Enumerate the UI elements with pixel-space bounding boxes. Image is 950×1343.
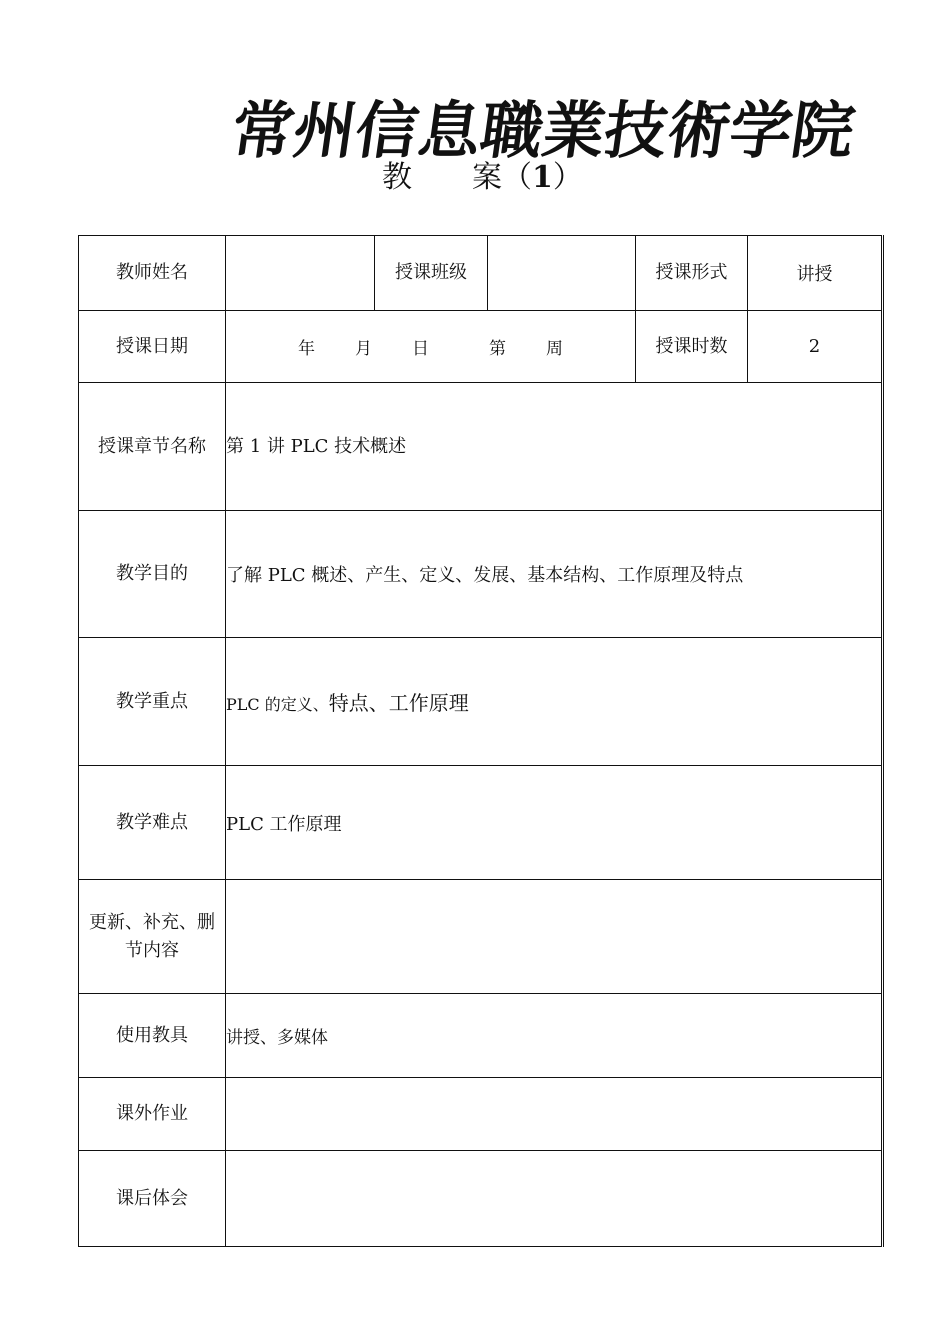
update-label-line2: 节内容 xyxy=(125,939,179,961)
difficulty-label: 教学难点 xyxy=(79,766,226,880)
date-field[interactable] xyxy=(226,311,636,383)
objective-value[interactable]: 了解 PLC 概述、产生、定义、发展、基本结构、工作原理及特点 xyxy=(226,511,883,638)
logo-char: 技 xyxy=(600,94,671,167)
class-label: 授课班级 xyxy=(375,236,488,311)
tools-value[interactable]: 讲授、多媒体 xyxy=(226,994,883,1078)
logo-char: 息 xyxy=(413,94,484,167)
form-value[interactable]: 讲授 xyxy=(748,236,883,311)
teacher-name-field[interactable] xyxy=(226,236,375,311)
hours-value[interactable]: 2 xyxy=(748,311,883,383)
logo-char: 院 xyxy=(786,94,858,167)
table-row xyxy=(79,311,883,383)
form-label: 授课形式 xyxy=(636,236,748,311)
date-week-suffix: 周 xyxy=(546,339,563,359)
objective-label: 教学目的 xyxy=(79,511,226,638)
table-row xyxy=(79,994,883,1078)
table-row xyxy=(79,880,883,994)
key-point-part-a: PLC 的定义、 xyxy=(226,695,329,714)
hours-label: 授课时数 xyxy=(636,311,748,383)
logo-char: 信 xyxy=(351,94,422,167)
table-row xyxy=(79,638,883,766)
key-point-part-b: 特点、工作原理 xyxy=(328,691,469,715)
lesson-plan-table xyxy=(78,235,884,1247)
logo-char: 州 xyxy=(289,94,360,167)
date-year: 年 xyxy=(298,339,315,359)
update-value[interactable] xyxy=(226,880,883,994)
college-logo xyxy=(226,92,858,170)
date-week-prefix: 第 xyxy=(489,339,506,359)
table-row xyxy=(79,383,883,511)
reflection-value[interactable] xyxy=(226,1151,883,1247)
logo-char: 術 xyxy=(662,94,733,167)
reflection-label: 课后体会 xyxy=(79,1151,226,1247)
teacher-name-label: 教师姓名 xyxy=(79,236,226,311)
update-label xyxy=(79,880,226,994)
logo-char: 学 xyxy=(724,94,795,167)
title-number: 1 xyxy=(532,160,553,195)
homework-label: 课外作业 xyxy=(79,1078,226,1151)
logo-char: 常 xyxy=(226,94,298,167)
tools-label: 使用教具 xyxy=(79,994,226,1078)
table-row xyxy=(79,1078,883,1151)
chapter-value[interactable]: 第 1 讲 PLC 技术概述 xyxy=(226,383,883,511)
date-day: 日 xyxy=(412,339,429,359)
update-label-line1: 更新、补充、删 xyxy=(89,911,215,933)
table-row xyxy=(79,766,883,880)
logo-char: 職 xyxy=(475,94,547,167)
title-prefix: 教 案（ xyxy=(382,160,532,195)
chapter-label: 授课章节名称 xyxy=(79,383,226,511)
table-row xyxy=(79,1151,883,1247)
difficulty-value[interactable]: PLC 工作原理 xyxy=(226,766,883,880)
document-title xyxy=(382,160,583,196)
logo-char: 業 xyxy=(538,94,609,167)
table-row xyxy=(79,236,883,311)
title-suffix: ） xyxy=(552,160,583,195)
key-point-value[interactable] xyxy=(226,638,883,766)
class-field[interactable] xyxy=(488,236,636,311)
table-row xyxy=(79,511,883,638)
date-label: 授课日期 xyxy=(79,311,226,383)
date-month: 月 xyxy=(355,339,372,359)
key-point-label: 教学重点 xyxy=(79,638,226,766)
homework-value[interactable] xyxy=(226,1078,883,1151)
